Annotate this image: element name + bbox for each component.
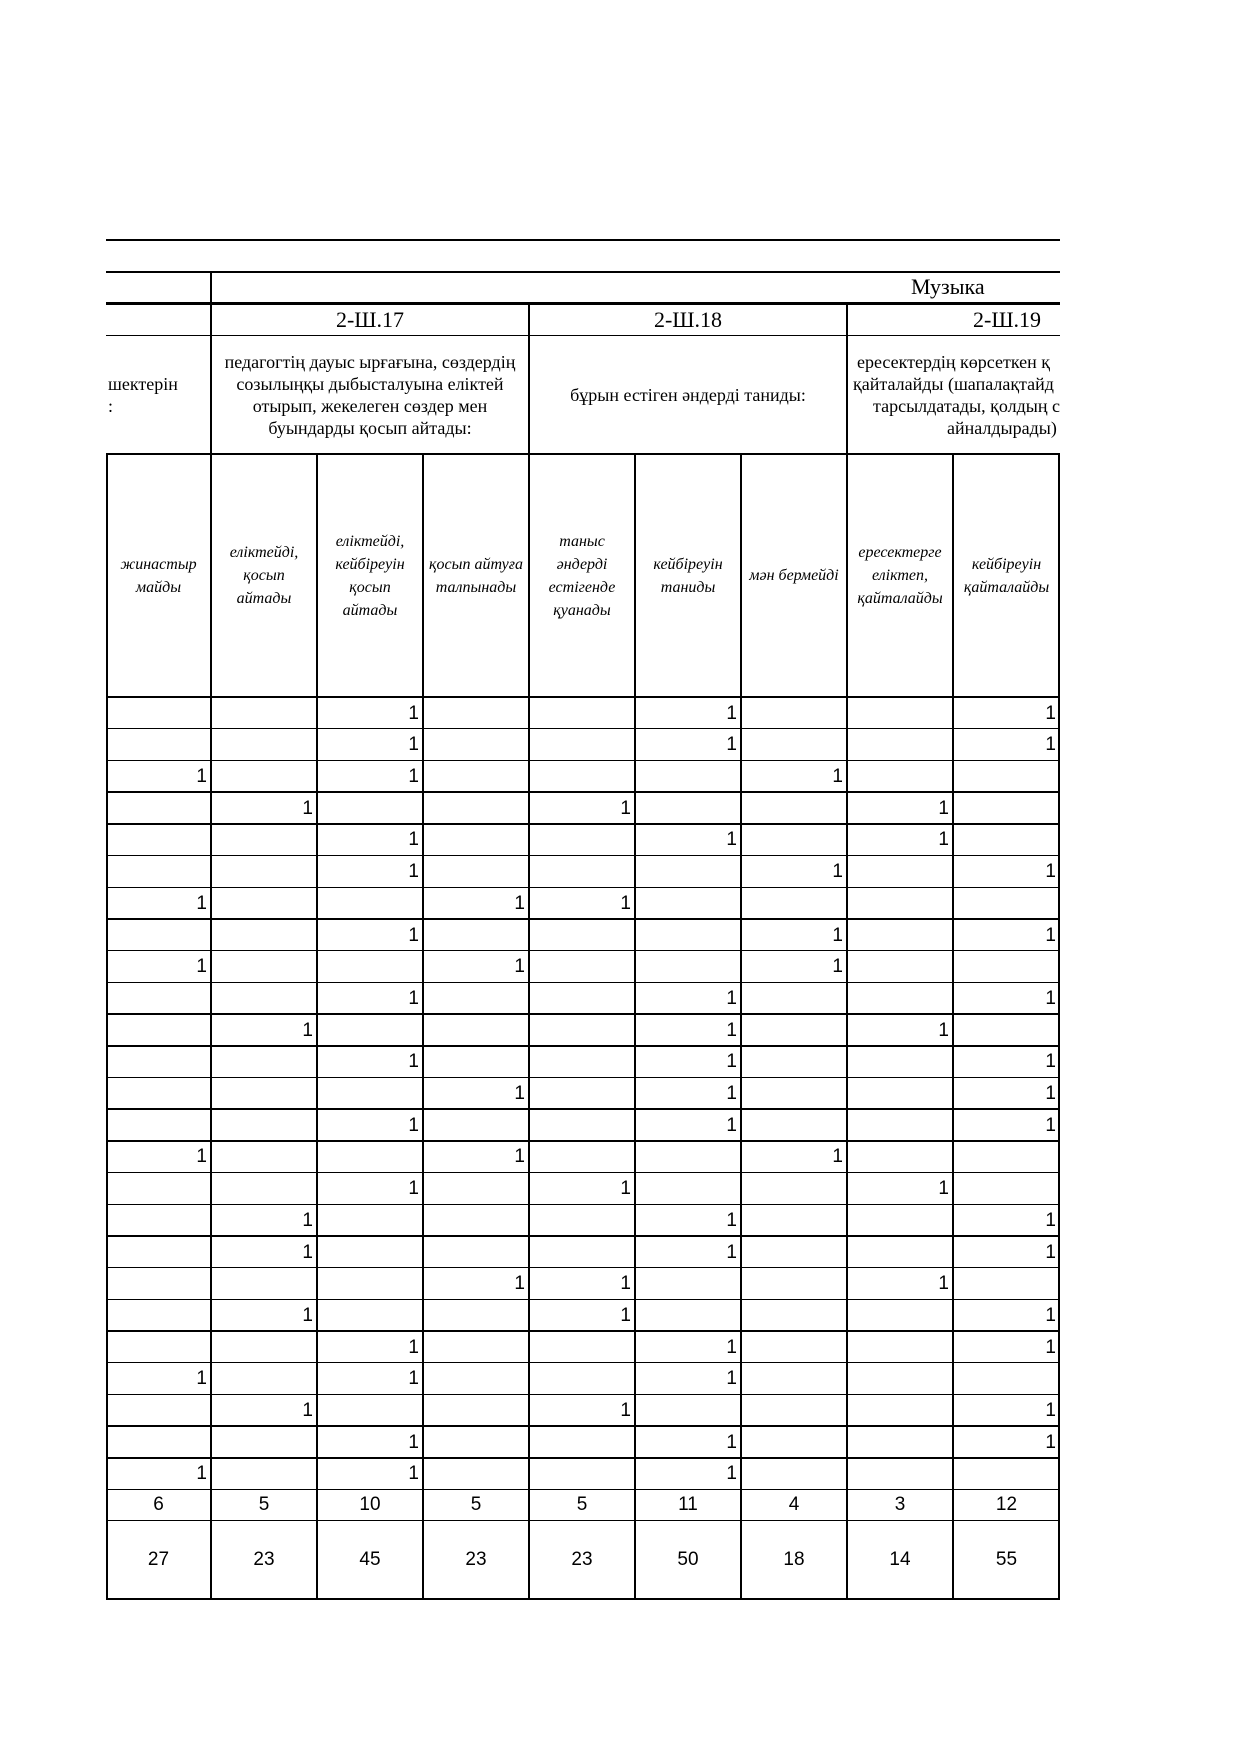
table-cell: 1 [408,1463,419,1485]
table-cell: 1 [726,829,737,851]
table-cell: 1 [408,1336,419,1358]
table-cell: 1 [726,1463,737,1485]
subheader-3: еліктейді, кейбіреуін қосып айтады [335,532,405,619]
top-rule [106,239,1060,241]
grid-line-h [106,1013,1060,1015]
grid-line-h [106,1330,1060,1332]
table-cell: 1 [302,1241,313,1263]
table-cell: 1 [938,1273,949,1295]
table-cell: 1 [938,1178,949,1200]
subheader-1: жинастыр майды [120,555,197,596]
table-cell: 1 [408,861,419,883]
percent-cell: 45 [359,1548,381,1570]
table-cell: 1 [726,1114,737,1136]
group-prev-label [106,335,211,454]
grid-line-v [422,454,424,1599]
table-cell: 1 [726,1368,737,1390]
music-assessment-table [106,271,1060,1600]
code-2-sh-19: 2-Ш.19 [973,307,1042,332]
section-title: Музыка [911,274,985,299]
table-cell: 1 [832,924,843,946]
table-cell: 1 [620,1304,631,1326]
table-cell: 1 [1045,1209,1056,1231]
table-cell: 1 [196,1463,207,1485]
table-cell: 1 [408,766,419,788]
grid-line-h [106,1394,1060,1396]
subheader-2: еліктейді, қосып айтады [229,544,299,607]
table-cell: 1 [408,1051,419,1073]
grid-line-v [1058,454,1060,1599]
grid-line-h [106,918,1060,920]
group-prev-line-1: шектерін [108,373,178,394]
table-cell: 1 [1045,1114,1056,1136]
table-cell: 1 [408,987,419,1009]
table-cell: 1 [196,766,207,788]
group-2-sh-19-label [847,335,1060,454]
table-cell: 1 [938,797,949,819]
grid-line-h [106,855,1060,857]
percent-cell: 23 [253,1548,275,1570]
grid-line-h [106,1267,1060,1269]
subheader-5: таныс әндерді естігенде қуанады [548,532,616,619]
table-cell: 1 [408,924,419,946]
percent-cell: 55 [995,1548,1018,1570]
grid-line-h [106,1204,1060,1206]
total-cell: 11 [678,1494,698,1515]
percent-cell: 14 [889,1548,911,1570]
grid-line-h [106,1457,1060,1459]
group-2-sh-17-label: педагогтің дауыс ырғағына, сөздердің созылыңқы дыбысталуына еліктей отырып, жекелеген сөздер мен буындарды қосып айтады: [224,351,516,438]
group-2-sh-19-line-3: тарсылдатады, қолдың с [873,395,1060,416]
table-cell: 1 [1045,702,1056,724]
total-cell: 3 [894,1494,906,1515]
table-cell: 1 [832,956,843,978]
grid-line-h [106,1108,1060,1110]
grid-line-h [106,982,1060,984]
table-cell: 1 [408,1368,419,1390]
table-cell: 1 [302,1304,313,1326]
group-2-sh-19-line-1: ересектердің көрсеткен қ [857,351,1051,372]
table-cell: 1 [302,797,313,819]
table-cell: 1 [1045,734,1056,756]
table-cell: 1 [620,1400,631,1422]
grid-line-h [106,1362,1060,1364]
grid-line-h [106,1489,1060,1491]
table-cell: 1 [1045,1051,1056,1073]
table-cell: 1 [1045,1400,1056,1422]
table-cell: 1 [196,1368,207,1390]
table-cell: 1 [726,702,737,724]
grid-line-h [106,302,1060,305]
total-cell: 5 [258,1494,270,1515]
grid-line-h [106,453,1060,455]
total-cell: 4 [788,1494,800,1515]
grid-line-v [210,271,212,1599]
table-cell: 1 [514,1146,525,1168]
table-cell: 1 [620,797,631,819]
table-cell: 1 [938,1019,949,1041]
grid-line-v [634,454,636,1599]
total-cell: 6 [153,1494,164,1515]
grid-line-v [846,303,848,1599]
total-cell: 5 [470,1494,482,1515]
total-cell: 10 [359,1494,381,1515]
table-cell: 1 [620,1178,631,1200]
table-cell: 1 [726,1051,737,1073]
table-cell: 1 [514,1083,525,1105]
grid-line-h [106,1077,1060,1079]
subheader-4: қосып айтуға талпынады [429,555,523,596]
table-cell: 1 [832,861,843,883]
grid-line-v [740,454,742,1599]
table-cell: 1 [408,1178,419,1200]
subheader-9: кейбіреуін қайталайды [963,555,1050,596]
table-cell: 1 [1045,1083,1056,1105]
table-cell: 1 [620,1273,631,1295]
table-cell: 1 [1045,1431,1056,1453]
total-cell: 5 [576,1494,588,1515]
table-cell: 1 [408,702,419,724]
group-2-sh-18-label: бұрын естіген әндерді таниды: [570,384,806,405]
table-cell: 1 [1045,1241,1056,1263]
grid-line-h [106,950,1060,952]
table-cell: 1 [514,1273,525,1295]
table-cell: 1 [726,1083,737,1105]
percent-cell: 23 [465,1548,487,1570]
table-cell: 1 [1045,861,1056,883]
grid-line-v [316,454,318,1599]
table-cell: 1 [726,1336,737,1358]
subheader-7: мән бермейді [749,567,839,584]
group-2-sh-19-line-4: айналдырады) [947,417,1057,438]
grid-line-h [106,1140,1060,1142]
table-cell: 1 [196,956,207,978]
table-cell: 1 [726,1019,737,1041]
group-prev-line-2: : [108,395,114,416]
table-cell: 1 [408,1431,419,1453]
grid-line-h [106,1045,1060,1047]
table-cell: 1 [1045,924,1056,946]
percent-cell: 18 [783,1548,805,1570]
table-cell: 1 [408,829,419,851]
table-cell: 1 [1045,1336,1056,1358]
table-cell: 1 [302,1209,313,1231]
grid-line-h [106,1520,1060,1522]
total-cell: 12 [995,1494,1018,1515]
subheader-6: кейбіреуін таниды [653,555,723,596]
grid-line-h [106,887,1060,889]
grid-line-v [528,303,530,1599]
table-cell: 1 [514,956,525,978]
grid-line-h [106,1172,1060,1174]
table-cell: 1 [938,829,949,851]
table-cell: 1 [514,892,525,914]
table-cell: 1 [726,1431,737,1453]
table-cell: 1 [620,892,631,914]
grid-line-v [106,454,108,1599]
table-cell: 1 [1045,1304,1056,1326]
table-cell: 1 [408,734,419,756]
table-cell: 1 [726,1209,737,1231]
grid-line-h [106,1235,1060,1237]
table-cell: 1 [726,734,737,756]
grid-line-h [106,791,1060,793]
code-2-sh-17: 2-Ш.17 [335,307,405,332]
table-cell: 1 [302,1400,313,1422]
grid-line-h [106,1425,1060,1427]
percent-cell: 23 [571,1548,593,1570]
subheader-8: ересектерге еліктеп, қайталайды [857,544,943,607]
percent-cell: 50 [677,1548,699,1570]
grid-line-h [106,271,1060,273]
grid-line-h [106,1598,1060,1600]
percent-cell: 27 [147,1548,170,1570]
table-cell: 1 [196,1146,207,1168]
grid-line-h [106,823,1060,825]
grid-line-h [106,696,1060,698]
table-cell: 1 [408,1114,419,1136]
grid-line-h [106,728,1060,730]
table-cell: 1 [832,766,843,788]
table-cell: 1 [302,1019,313,1041]
grid-line-v [952,454,954,1599]
table-cell: 1 [726,1241,737,1263]
table-cell: 1 [1045,987,1056,1009]
table-cell: 1 [726,987,737,1009]
table-cell: 1 [832,1146,843,1168]
grid-line-h [106,335,1060,336]
code-2-sh-18: 2-Ш.18 [653,307,723,332]
table-cell: 1 [196,892,207,914]
grid-line-h [106,1299,1060,1301]
group-2-sh-19-line-2: қайталайды (шапалақтайд [853,373,1054,394]
grid-line-h [106,760,1060,762]
